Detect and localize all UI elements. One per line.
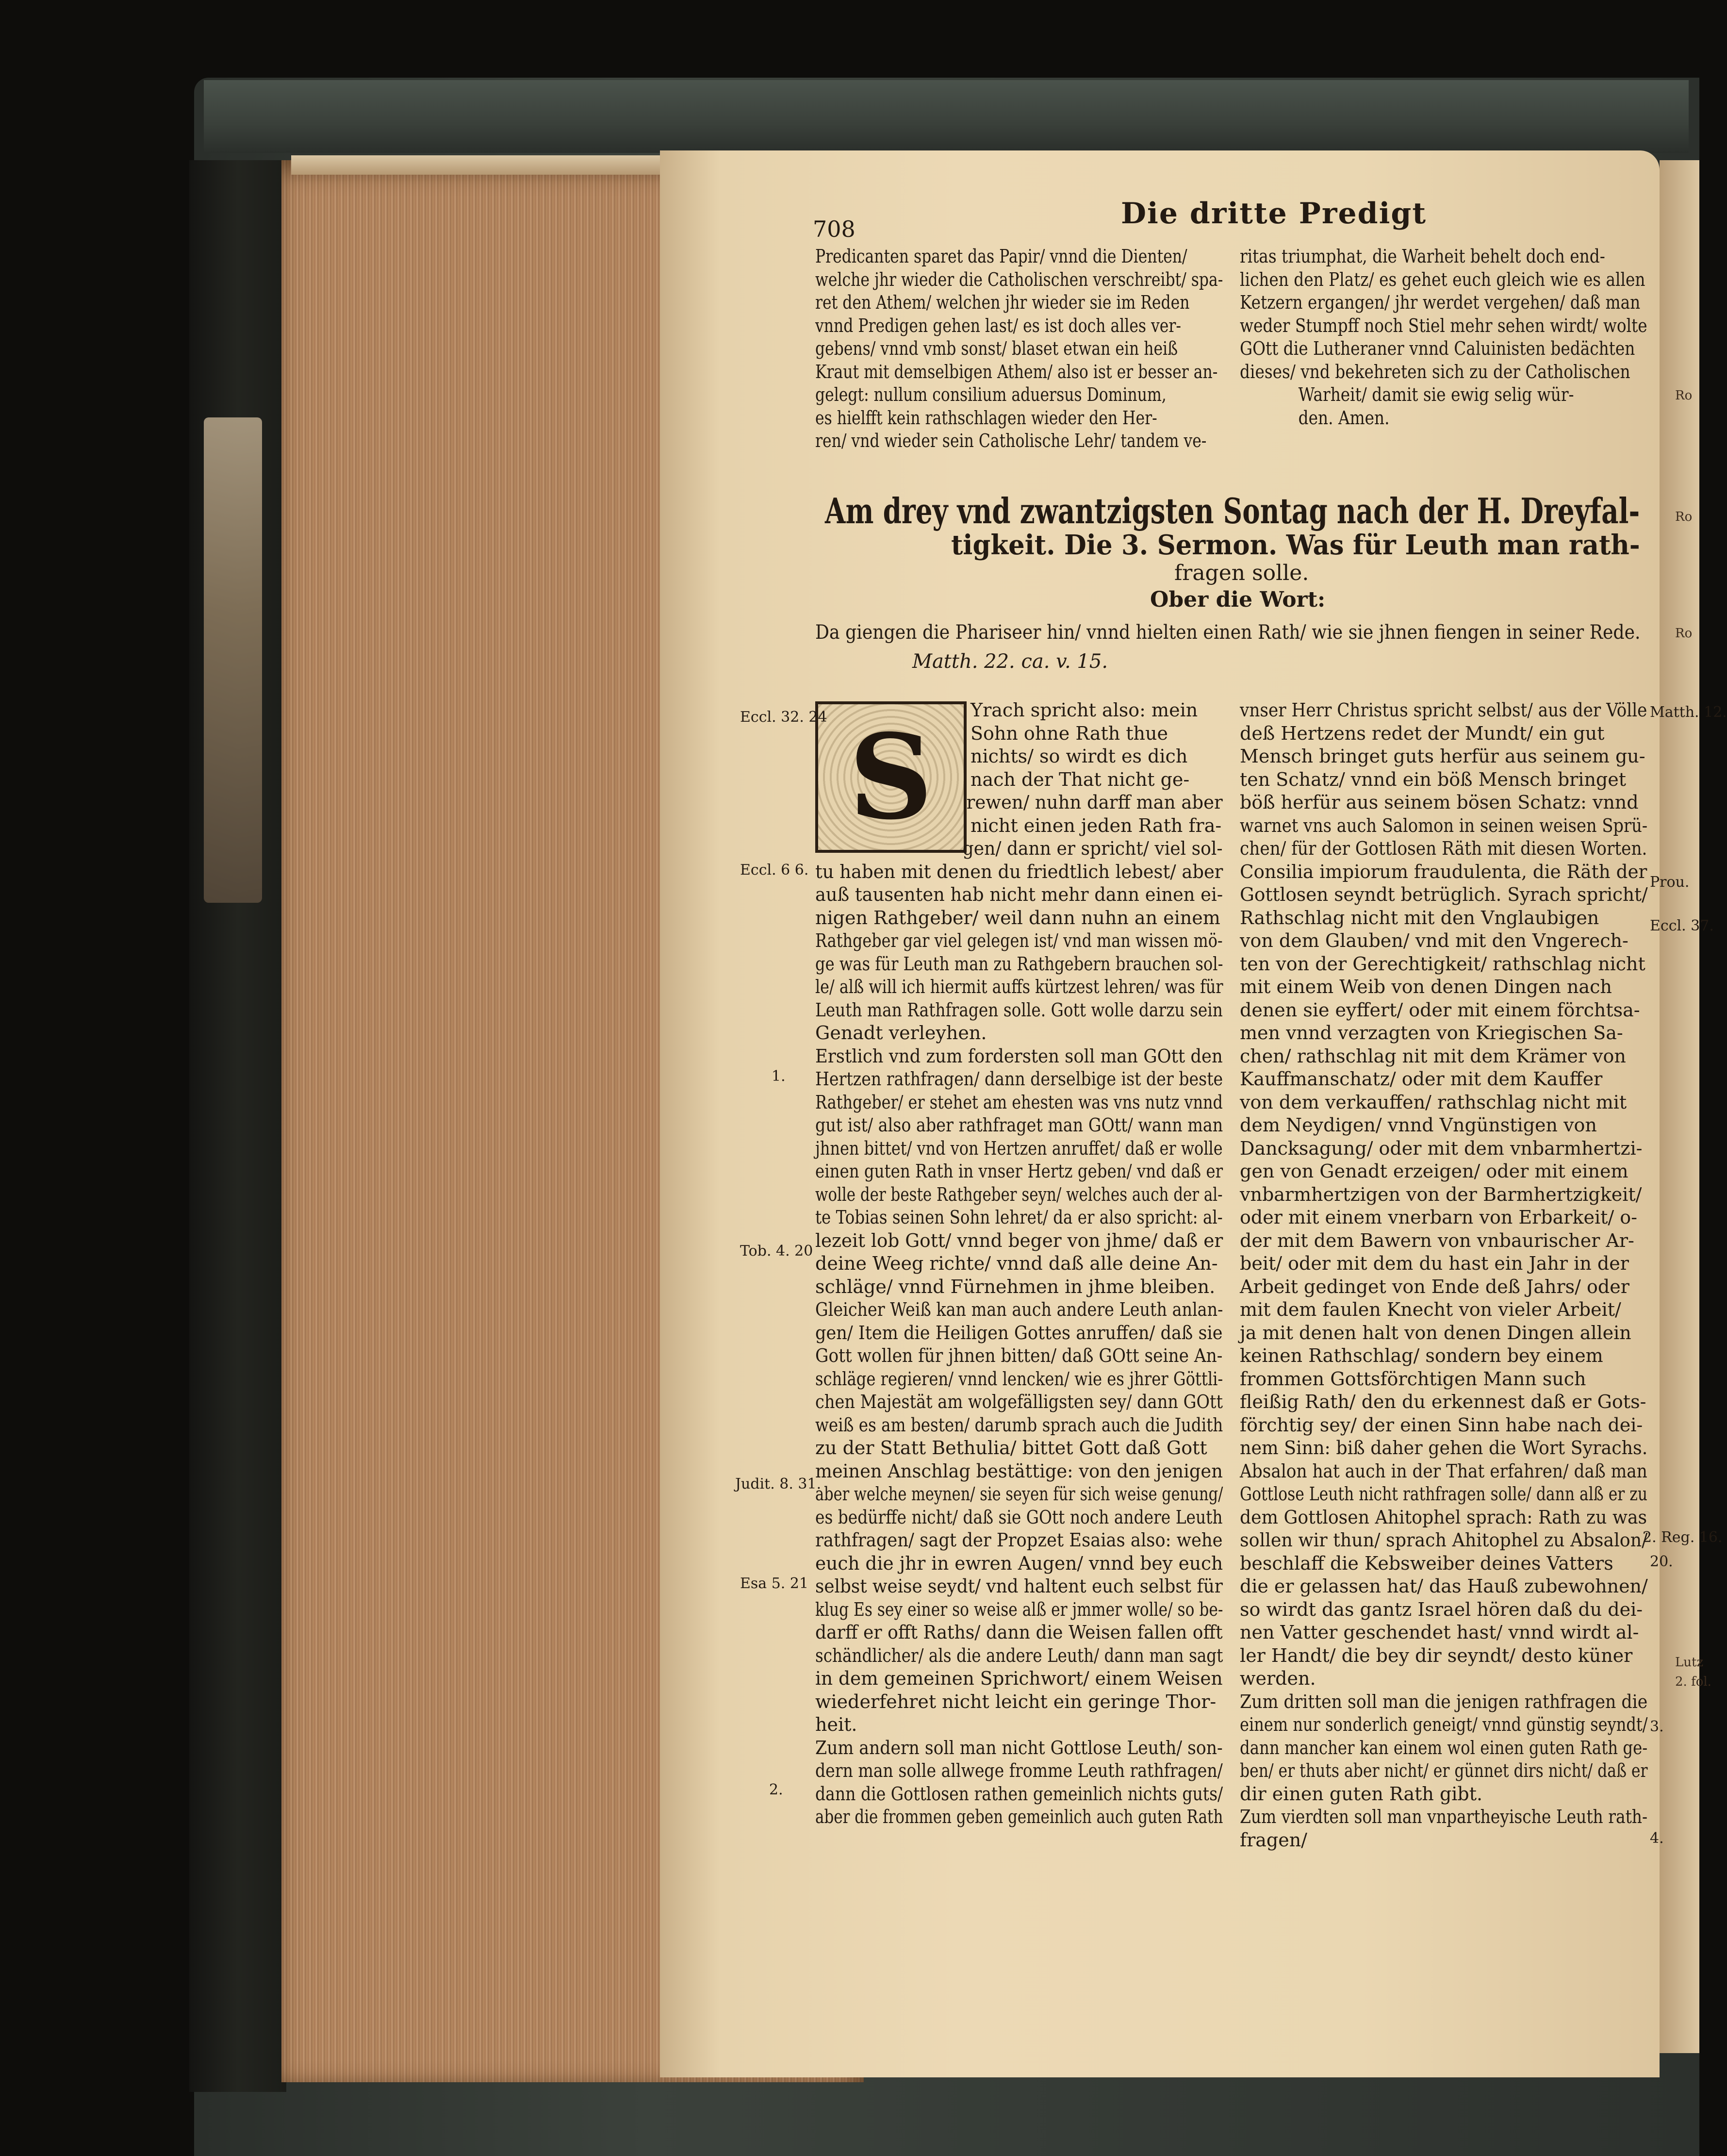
- margin-number: 1.: [772, 1068, 786, 1085]
- next-page-margin-note: Ro: [1675, 510, 1693, 524]
- text-line: der mit dem Bawern von vnbaurischer Ar-: [1240, 1229, 1634, 1251]
- text-line: von dem Glauben/ vnd mit den Vngerech-: [1240, 930, 1628, 951]
- text-line: wolle der beste Rathgeber seyn/ welches auch der al-: [815, 1183, 1223, 1205]
- text-line: dir einen guten Rath gibt.: [1240, 1783, 1483, 1805]
- text-line: dann die Gottlosen rathen gemeinlich nichts guts/: [815, 1783, 1223, 1805]
- text-line: tu haben mit denen du friedtlich lebest/ aber: [815, 861, 1223, 882]
- text-line: Consilia impiorum fraudulenta, die Räth der: [1240, 861, 1647, 882]
- sermon-title-line-2: tigkeit. Die 3. Sermon. Was für Leuth man rath-: [951, 529, 1640, 561]
- text-line: nen Vatter geschendet hast/ vnnd wirdt al-: [1240, 1622, 1639, 1643]
- text-line: Absalon hat auch in der That erfahren/ daß man: [1240, 1460, 1647, 1482]
- text-line: ben/ er thuts aber nicht/ er günnet dirs nicht/ daß er: [1240, 1760, 1648, 1781]
- top-right-column: [1240, 245, 1712, 430]
- folio-number: 708: [813, 216, 855, 242]
- text-line: einen guten Rath in vnser Hertz geben/ vnd daß er: [815, 1161, 1223, 1182]
- text-line: wiederfehret nicht leicht ein geringe Thor-: [815, 1691, 1217, 1712]
- text-line: ren/ vnd wieder sein Catholische Lehr/ tandem ve-: [815, 430, 1207, 451]
- text-line: es hielfft kein rathschlagen wieder den Her-: [815, 407, 1157, 429]
- text-line: von dem verkauffen/ rathschlag nicht mit: [1240, 1091, 1627, 1113]
- text-line: mit dem faulen Knecht von vieler Arbeit/: [1240, 1299, 1621, 1320]
- text-line: euch die jhr in ewren Augen/ vnnd bey euch: [815, 1552, 1223, 1574]
- text-line: lichen den Platz/ es gehet euch gleich wie es allen: [1240, 268, 1645, 290]
- next-page-margin-note: Ro: [1675, 388, 1693, 403]
- margin-reference: Matth. 12.: [1650, 704, 1727, 721]
- text-line: Gleicher Weiß kan man auch andere Leuth anlan-: [815, 1299, 1223, 1320]
- text-line: lezeit lob Gott/ vnnd beger von jhme/ daß er: [815, 1229, 1223, 1251]
- text-line: Rathgeber gar viel gelegen ist/ vnd man wissen mö-: [815, 930, 1223, 951]
- text-line: nach der That nicht ge-: [970, 768, 1190, 790]
- margin-reference: Eccl. 37.: [1650, 917, 1714, 934]
- text-line: klug Es sey einer so weise alß er jmmer wolle/ so be-: [815, 1598, 1223, 1620]
- margin-number: 3.: [1650, 1718, 1664, 1735]
- sermon-title-line-3: fragen solle.: [1174, 561, 1309, 585]
- text-line: gen/ dann er spricht/ viel sol-: [962, 838, 1223, 859]
- text-line: chen Majestät am wolgefälligsten sey/ dann GOtt: [815, 1391, 1223, 1412]
- text-line: einem nur sonderlich geneigt/ vnnd günstig seyndt/: [1240, 1714, 1648, 1735]
- text-line: Mensch bringet guts herfür aus seinem gu-: [1240, 746, 1645, 767]
- text-line: Predicanten sparet das Papir/ vnnd die Dienten/: [815, 246, 1187, 267]
- text-line: ten Schatz/ vnnd ein böß Mensch bringet: [1240, 768, 1627, 790]
- text-line: nichts/ so wirdt es dich: [970, 746, 1188, 767]
- text-line: Leuth man Rathfragen solle. Gott wolle darzu sein: [815, 999, 1223, 1021]
- text-line: Zum dritten soll man die jenigen rathfragen die: [1240, 1691, 1648, 1712]
- margin-reference: Prou.: [1650, 874, 1690, 891]
- text-line: die er gelassen hat/ das Hauß zubewohnen/: [1240, 1576, 1648, 1597]
- margin-reference: Judit. 8. 31.: [735, 1476, 822, 1493]
- text-line: vnnd Predigen gehen last/ es ist doch alles ver-: [815, 315, 1182, 336]
- text-line: ret den Athem/ welchen jhr wieder sie im Reden: [815, 292, 1190, 313]
- text-line: selbst weise seydt/ vnd haltent euch selbst für: [815, 1576, 1223, 1597]
- text-line: in dem gemeinen Sprichwort/ einem Weisen: [815, 1668, 1223, 1689]
- text-line: fleißig Rath/ den du erkennest daß er Gots-: [1240, 1391, 1646, 1412]
- text-line: Gott wollen für jhnen bitten/ daß GOtt seine An-: [815, 1345, 1223, 1366]
- margin-reference: Tob. 4. 20: [740, 1243, 813, 1260]
- margin-reference: Eccl. 32. 24: [740, 709, 827, 726]
- text-line: gen/ Item die Heiligen Gottes anruffen/ daß sie: [815, 1322, 1223, 1343]
- next-page-margin-note: Lutz: [1675, 1655, 1704, 1670]
- over-die-wort: Ober die Wort:: [1150, 587, 1326, 612]
- text-line: so wirdt das gantz Israel hören daß du dei-: [1240, 1598, 1643, 1620]
- cover-wear-patch: [204, 417, 262, 903]
- text-line: vnbarmhertzigen von der Barmhertzigkeit/: [1240, 1183, 1642, 1205]
- text-line: chen/ rathschlag nit mit dem Krämer von: [1240, 1045, 1626, 1067]
- text-line: rathfragen/ sagt der Propzet Esaias also: wehe: [815, 1529, 1223, 1551]
- text-line: oder mit einem vnerbarn von Erbarkeit/ o-: [1240, 1207, 1637, 1228]
- text-line: dern man solle allwege fromme Leuth rathfragen/: [815, 1760, 1223, 1781]
- text-line: darff er offt Raths/ dann die Weisen fallen offt: [815, 1622, 1223, 1643]
- text-line: gut ist/ also aber rathfraget man GOtt/ wann man: [815, 1114, 1223, 1136]
- next-page-margin-note: 2. fol.: [1675, 1675, 1711, 1689]
- text-line: sollen wir thun/ sprach Ahitophel zu Absalon/: [1240, 1529, 1648, 1551]
- text-line: den. Amen.: [1298, 407, 1390, 429]
- text-line: aber welche meynen/ sie seyen für sich weise genung/: [815, 1483, 1223, 1505]
- text-line: ritas triumphat, die Warheit behelt doch end-: [1240, 246, 1605, 267]
- text-line: denen sie eyffert/ oder mit einem förchtsa-: [1240, 999, 1640, 1021]
- scripture-quote: Da giengen die Phariseer hin/ vnnd hielten einen Rath/ wie sie jhnen fiengen in seiner Rede.: [815, 621, 1641, 644]
- text-line: gelegt: nullum consilium aduersus Dominum,: [815, 384, 1167, 405]
- text-line: Yrach spricht also: mein: [970, 699, 1198, 721]
- text-line: warnet vns auch Salomon in seinen weisen Sprü-: [1240, 814, 1648, 836]
- text-line: ja mit denen halt von denen Dingen allein: [1240, 1322, 1631, 1343]
- text-line: weiß es am besten/ darumb sprach auch die Judith: [815, 1414, 1223, 1436]
- text-line: te Tobias seinen Sohn lehret/ da er also spricht: al-: [815, 1207, 1223, 1228]
- text-line: förchtig sey/ der einen Sinn habe nach dei-: [1240, 1414, 1643, 1436]
- text-line: chen/ für der Gottlosen Räth mit diesen Worten.: [1240, 838, 1647, 859]
- text-line: schläge/ vnnd Fürnehmen in jhme bleiben.: [815, 1276, 1216, 1297]
- text-line: heit.: [815, 1714, 857, 1735]
- text-line: nicht einen jeden Rath fra-: [970, 814, 1222, 836]
- text-line: Gottlosen seyndt betrüglich. Syrach spricht/: [1240, 884, 1648, 905]
- text-line: keinen Rathschlag/ sondern bey einem: [1240, 1345, 1603, 1366]
- text-line: dieses/ vnd bekehreten sich zu der Catholischen: [1240, 361, 1630, 382]
- text-line: zu der Statt Bethulia/ bittet Gott daß Gott: [815, 1437, 1207, 1459]
- text-line: Kauffmanschatz/ oder mit dem Kauffer: [1240, 1068, 1603, 1090]
- text-line: Ketzern ergangen/ jhr werdet vergehen/ daß man: [1240, 292, 1641, 313]
- text-line: ler Handt/ die bey dir seyndt/ desto küner: [1240, 1644, 1633, 1666]
- text-line: Rathgeber/ er stehet am ehesten was vns nutz vnnd: [815, 1091, 1223, 1113]
- margin-reference: Esa 5. 21: [740, 1575, 809, 1592]
- text-line: Zum vierdten soll man vnpartheyische Leuth rath-: [1240, 1806, 1648, 1827]
- text-line: GOtt die Lutheraner vnnd Caluinisten bedächten: [1240, 338, 1635, 359]
- text-line: deine Weeg richte/ vnnd daß alle deine An-: [815, 1253, 1218, 1274]
- text-line: dem Neydigen/ vnnd Vngünstigen von: [1240, 1114, 1597, 1136]
- initial-letter: S: [849, 709, 933, 846]
- text-line: Rathschlag nicht mit den Vnglaubigen: [1240, 907, 1599, 929]
- text-line: Hertzen rathfragen/ dann derselbige ist der beste: [815, 1068, 1223, 1090]
- text-line: vnser Herr Christus spricht selbst/ aus der Völle: [1240, 699, 1647, 721]
- margin-reference: Eccl. 6 6.: [740, 862, 809, 879]
- text-line: welche jhr wieder die Catholischen verschreibt/ spa-: [815, 268, 1223, 290]
- text-line: böß herfür aus seinem bösen Schatz: vnnd: [1240, 792, 1639, 813]
- text-line: nem Sinn: biß daher gehen die Wort Syrachs.: [1240, 1437, 1648, 1459]
- scripture-reference: Matth. 22. ca. v. 15.: [912, 650, 1108, 673]
- text-line: rewen/ nuhn darff man aber: [966, 792, 1223, 813]
- left-body-column: [815, 699, 1223, 1829]
- text-line: beit/ oder mit dem du hast ein Jahr in der: [1240, 1253, 1629, 1274]
- text-line: gen von Genadt erzeigen/ oder mit einem: [1240, 1161, 1628, 1182]
- top-left-column: [815, 245, 1308, 453]
- margin-reference: 20.: [1650, 1553, 1673, 1570]
- margin-reference: 2. Reg. 16.: [1643, 1529, 1723, 1546]
- text-line: Warheit/ damit sie ewig selig wür-: [1298, 384, 1574, 405]
- text-line: gebens/ vnnd vmb sonst/ blaset etwan ein heiß: [815, 338, 1178, 359]
- text-line: deß Hertzens redet der Mundt/ ein gut: [1240, 722, 1605, 744]
- text-line: schändlicher/ als die andere Leuth/ dann man sagt: [815, 1644, 1223, 1666]
- text-line: Dancksagung/ oder mit dem vnbarmhertzi-: [1240, 1137, 1643, 1159]
- text-line: auß tausenten hab nicht mehr dann einen ei-: [815, 884, 1223, 905]
- right-body-column: [1240, 699, 1647, 1852]
- cover-top-edge: [204, 80, 1689, 153]
- text-line: weder Stumpff noch Stiel mehr sehen wirdt/ wolte: [1240, 315, 1647, 336]
- running-head: Die dritte Predigt: [1121, 197, 1427, 231]
- text-line: Kraut mit demselbigen Athem/ also ist er besser an-: [815, 361, 1218, 382]
- text-line: mit einem Weib von denen Dingen nach: [1240, 976, 1612, 997]
- text-line: ge was für Leuth man zu Rathgebern brauchen sol-: [815, 953, 1223, 975]
- text-line: jhnen bittet/ vnd von Hertzen anruffet/ daß er wolle: [815, 1137, 1223, 1159]
- text-line: Gottlose Leuth nicht rathfragen solle/ dann alß er zu: [1240, 1483, 1648, 1505]
- text-line: frommen Gottsförchtigen Mann such: [1240, 1368, 1586, 1390]
- text-line: aber die frommen geben gemeinlich auch guten Rath: [815, 1806, 1223, 1827]
- sermon-title-line-1: Am drey vnd zwantzigsten Sontag nach der H. Dreyfal-: [825, 490, 1640, 531]
- text-line: men vnnd verzagten von Kriegischen Sa-: [1240, 1022, 1623, 1044]
- text-line: dann mancher kan einem wol einen guten Rath ge-: [1240, 1737, 1648, 1758]
- text-line: Zum andern soll man nicht Gottlose Leuth/ son-: [815, 1737, 1223, 1758]
- text-line: fragen/: [1240, 1829, 1307, 1851]
- margin-number: 4.: [1650, 1830, 1664, 1847]
- text-line: Sohn ohne Rath thue: [970, 722, 1168, 744]
- text-line: le/ alß will ich hiermit auffs kürtzest lehren/ was für: [815, 976, 1223, 997]
- margin-number: 2.: [769, 1781, 783, 1798]
- text-line: Arbeit gedinget von Ende deß Jahrs/ oder: [1240, 1276, 1629, 1297]
- text-line: ten von der Gerechtigkeit/ rathschlag nicht: [1240, 953, 1645, 975]
- text-line: beschlaff die Kebsweiber deines Vatters: [1240, 1552, 1613, 1574]
- text-line: dem Gottlosen Ahitophel sprach: Rath zu was: [1240, 1506, 1647, 1528]
- text-line: Erstlich vnd zum fordersten soll man GOtt den: [815, 1045, 1223, 1067]
- text-line: es bedürffe nicht/ daß sie GOtt noch andere Leuth: [815, 1506, 1223, 1528]
- text-line: meinen Anschlag bestättige: von den jenigen: [815, 1460, 1223, 1482]
- text-line: nigen Rathgeber/ weil dann nuhn an einem: [815, 907, 1220, 929]
- text-line: werden.: [1240, 1668, 1316, 1689]
- next-page-margin-note: Ro: [1675, 626, 1693, 641]
- text-line: Genadt verleyhen.: [815, 1022, 987, 1044]
- text-line: schläge regieren/ vnnd lencken/ wie es jhrer Göttli-: [815, 1368, 1223, 1390]
